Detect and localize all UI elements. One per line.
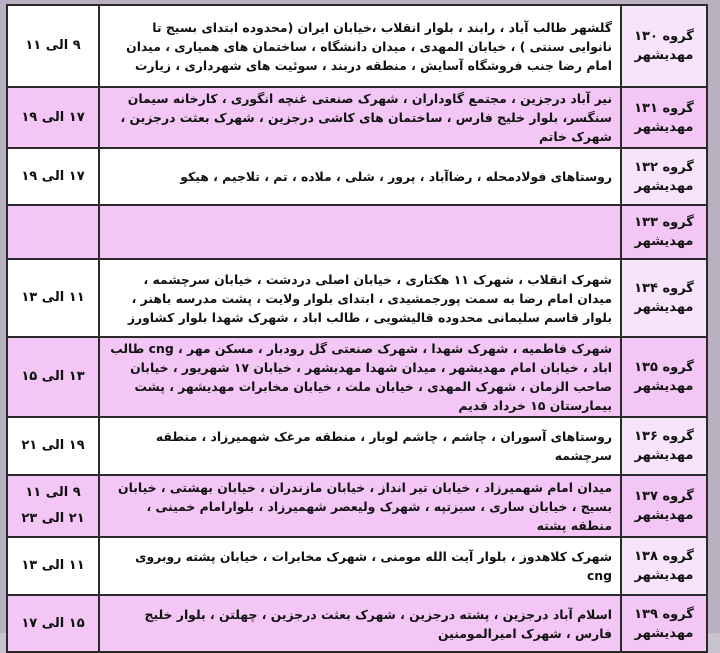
time-cell [7, 475, 99, 537]
areas-cell [99, 205, 621, 259]
time-label: ۱۷ الی ۱۹ [21, 109, 85, 125]
city-label: مهدیشهر [634, 448, 694, 463]
group-cell [621, 337, 707, 417]
areas-cell: شهرک کلاهدوز ، بلوار آیت الله مومنی ، شهرک مخابرات ، خیابان پشته روبروی cng [99, 537, 621, 595]
city-label: مهدیشهر [634, 234, 694, 249]
areas-cell: میدان امام شهمیرزاد ، خیابان تیر انداز ، خیابان مازندران ، خیابان بهشتی ، خیابان بسیج ، خیابان ساری ، سبزتپه ، شهرک ولیعصر شهمیرزاد ، بلوارامام خمینی ، منطقه پشته [99, 475, 621, 537]
time-cell [7, 537, 99, 595]
table-row [7, 148, 707, 205]
time-cell [7, 259, 99, 337]
group-label: گروه ۱۳۶ [634, 429, 694, 444]
outage-schedule-table [6, 4, 708, 653]
group-label: گروه ۱۳۵ [634, 360, 694, 375]
time-label: ۱۷ الی ۱۹ [21, 168, 85, 184]
table-row [7, 417, 707, 475]
areas-cell: نیر آباد درجزین ، مجتمع گاوداران ، شهرک صنعتی غنچه انگوری ، کارخانه سیمان سنگسر، بلوار خلیج فارس ، ساختمان های کاشی درجزین ، شهرک بعثت درجزین ، شهرک خاتم [99, 87, 621, 148]
areas-cell: اسلام آباد درجزین ، پشته درجزین ، شهرک بعثت درجزین ، چهلتن ، بلوار خلیج فارس ، شهرک امیرالمومنین [99, 595, 621, 652]
time-cell [7, 595, 99, 652]
group-cell [621, 87, 707, 148]
time-label-second: ۲۱ الی ۲۳ [21, 511, 85, 526]
city-label: مهدیشهر [634, 379, 694, 394]
city-label: مهدیشهر [634, 178, 694, 194]
time-cell [7, 87, 99, 148]
group-label: گروه ۱۳۹ [634, 606, 694, 622]
city-label: مهدیشهر [634, 48, 694, 63]
table-row [7, 337, 707, 417]
areas-cell: شهرک انقلاب ، شهرک ۱۱ هکتاری ، خیابان اصلی دردشت ، خیابان سرچشمه ، میدان امام رضا به سمت پورجمشیدی ، ابتدای بلوار ولایت ، پشت مدرسه باهنر ، بلوار قاسم سلیمانی محدوده قالیشویی ، طالب اباد ، شهرک شهدا بلوار کشاورز [99, 259, 621, 337]
group-label: گروه ۱۳۱ [634, 100, 694, 116]
city-label: مهدیشهر [634, 568, 694, 583]
time-cell [7, 337, 99, 417]
city-label: مهدیشهر [634, 119, 694, 135]
city-label: مهدیشهر [634, 625, 694, 641]
areas-cell: گلشهر طالب آباد ، رابند ، بلوار انقلاب ،خیابان ایران (محدوده ابتدای بسیج تا نانوایی سنتی ) ، خیابان المهدی ، میدان دانشگاه ، ساختمان های همیاری ، میدان امام رضا جنب فروشگاه آسایش ، منطقه دربند ، سوئیت های شهرداری ، زیارت [99, 5, 621, 87]
group-cell [621, 537, 707, 595]
table-row [7, 5, 707, 87]
group-cell [621, 148, 707, 205]
table-row [7, 259, 707, 337]
group-cell [621, 475, 707, 537]
table-row [7, 87, 707, 148]
group-label: گروه ۱۳۸ [634, 549, 694, 564]
group-cell [621, 205, 707, 259]
group-cell [621, 417, 707, 475]
city-label: مهدیشهر [634, 300, 694, 315]
time-cell [7, 5, 99, 87]
group-label: گروه ۱۳۴ [634, 281, 694, 296]
time-label: ۱۵ الی ۱۷ [21, 615, 85, 631]
areas-cell: روستاهای آسوران ، چاشم ، چاشم لوبار ، منطقه مرغک شهمیرزاد ، منطقه سرچشمه [99, 417, 621, 475]
group-cell [621, 259, 707, 337]
group-cell [621, 5, 707, 87]
areas-cell: شهرک فاطمیه ، شهرک شهدا ، شهرک صنعتی گل رودبار ، مسکن مهر ، cng طالب اباد ، خیابان امام مهدیشهر ، میدان شهدا مهدیشهر ، خیابان ۱۷ شهریور ، خیابان صاحب الزمان ، شهرک المهدی ، خیابان ملت ، خیابان مخابرات مهدیشهر ، پشت بیمارستان ۱۵ خرداد قدیم [99, 337, 621, 417]
time-label: ۱۹ الی ۲۱ [21, 438, 85, 453]
group-label: گروه ۱۳۲ [634, 159, 694, 175]
table-row [7, 537, 707, 595]
time-cell [7, 417, 99, 475]
time-cell [7, 205, 99, 259]
group-label: گروه ۱۳۳ [634, 215, 694, 230]
time-cell [7, 148, 99, 205]
time-label: ۹ الی ۱۱ [25, 485, 81, 500]
city-label: مهدیشهر [634, 508, 694, 523]
time-label: ۱۱ الی ۱۳ [21, 290, 85, 305]
group-label: گروه ۱۳۷ [634, 489, 694, 504]
time-label: ۹ الی ۱۱ [25, 38, 81, 53]
table-row [7, 595, 707, 652]
time-label: ۱۱ الی ۱۳ [21, 558, 85, 573]
group-label: گروه ۱۳۰ [634, 29, 694, 44]
time-label: ۱۳ الی ۱۵ [21, 369, 85, 384]
areas-cell: روستاهای فولادمحله ، رضاآباد ، پرور ، شلی ، ملاده ، تم ، تلاجیم ، هیکو [99, 148, 621, 205]
table-row [7, 475, 707, 537]
group-cell [621, 595, 707, 652]
table-row [7, 205, 707, 259]
